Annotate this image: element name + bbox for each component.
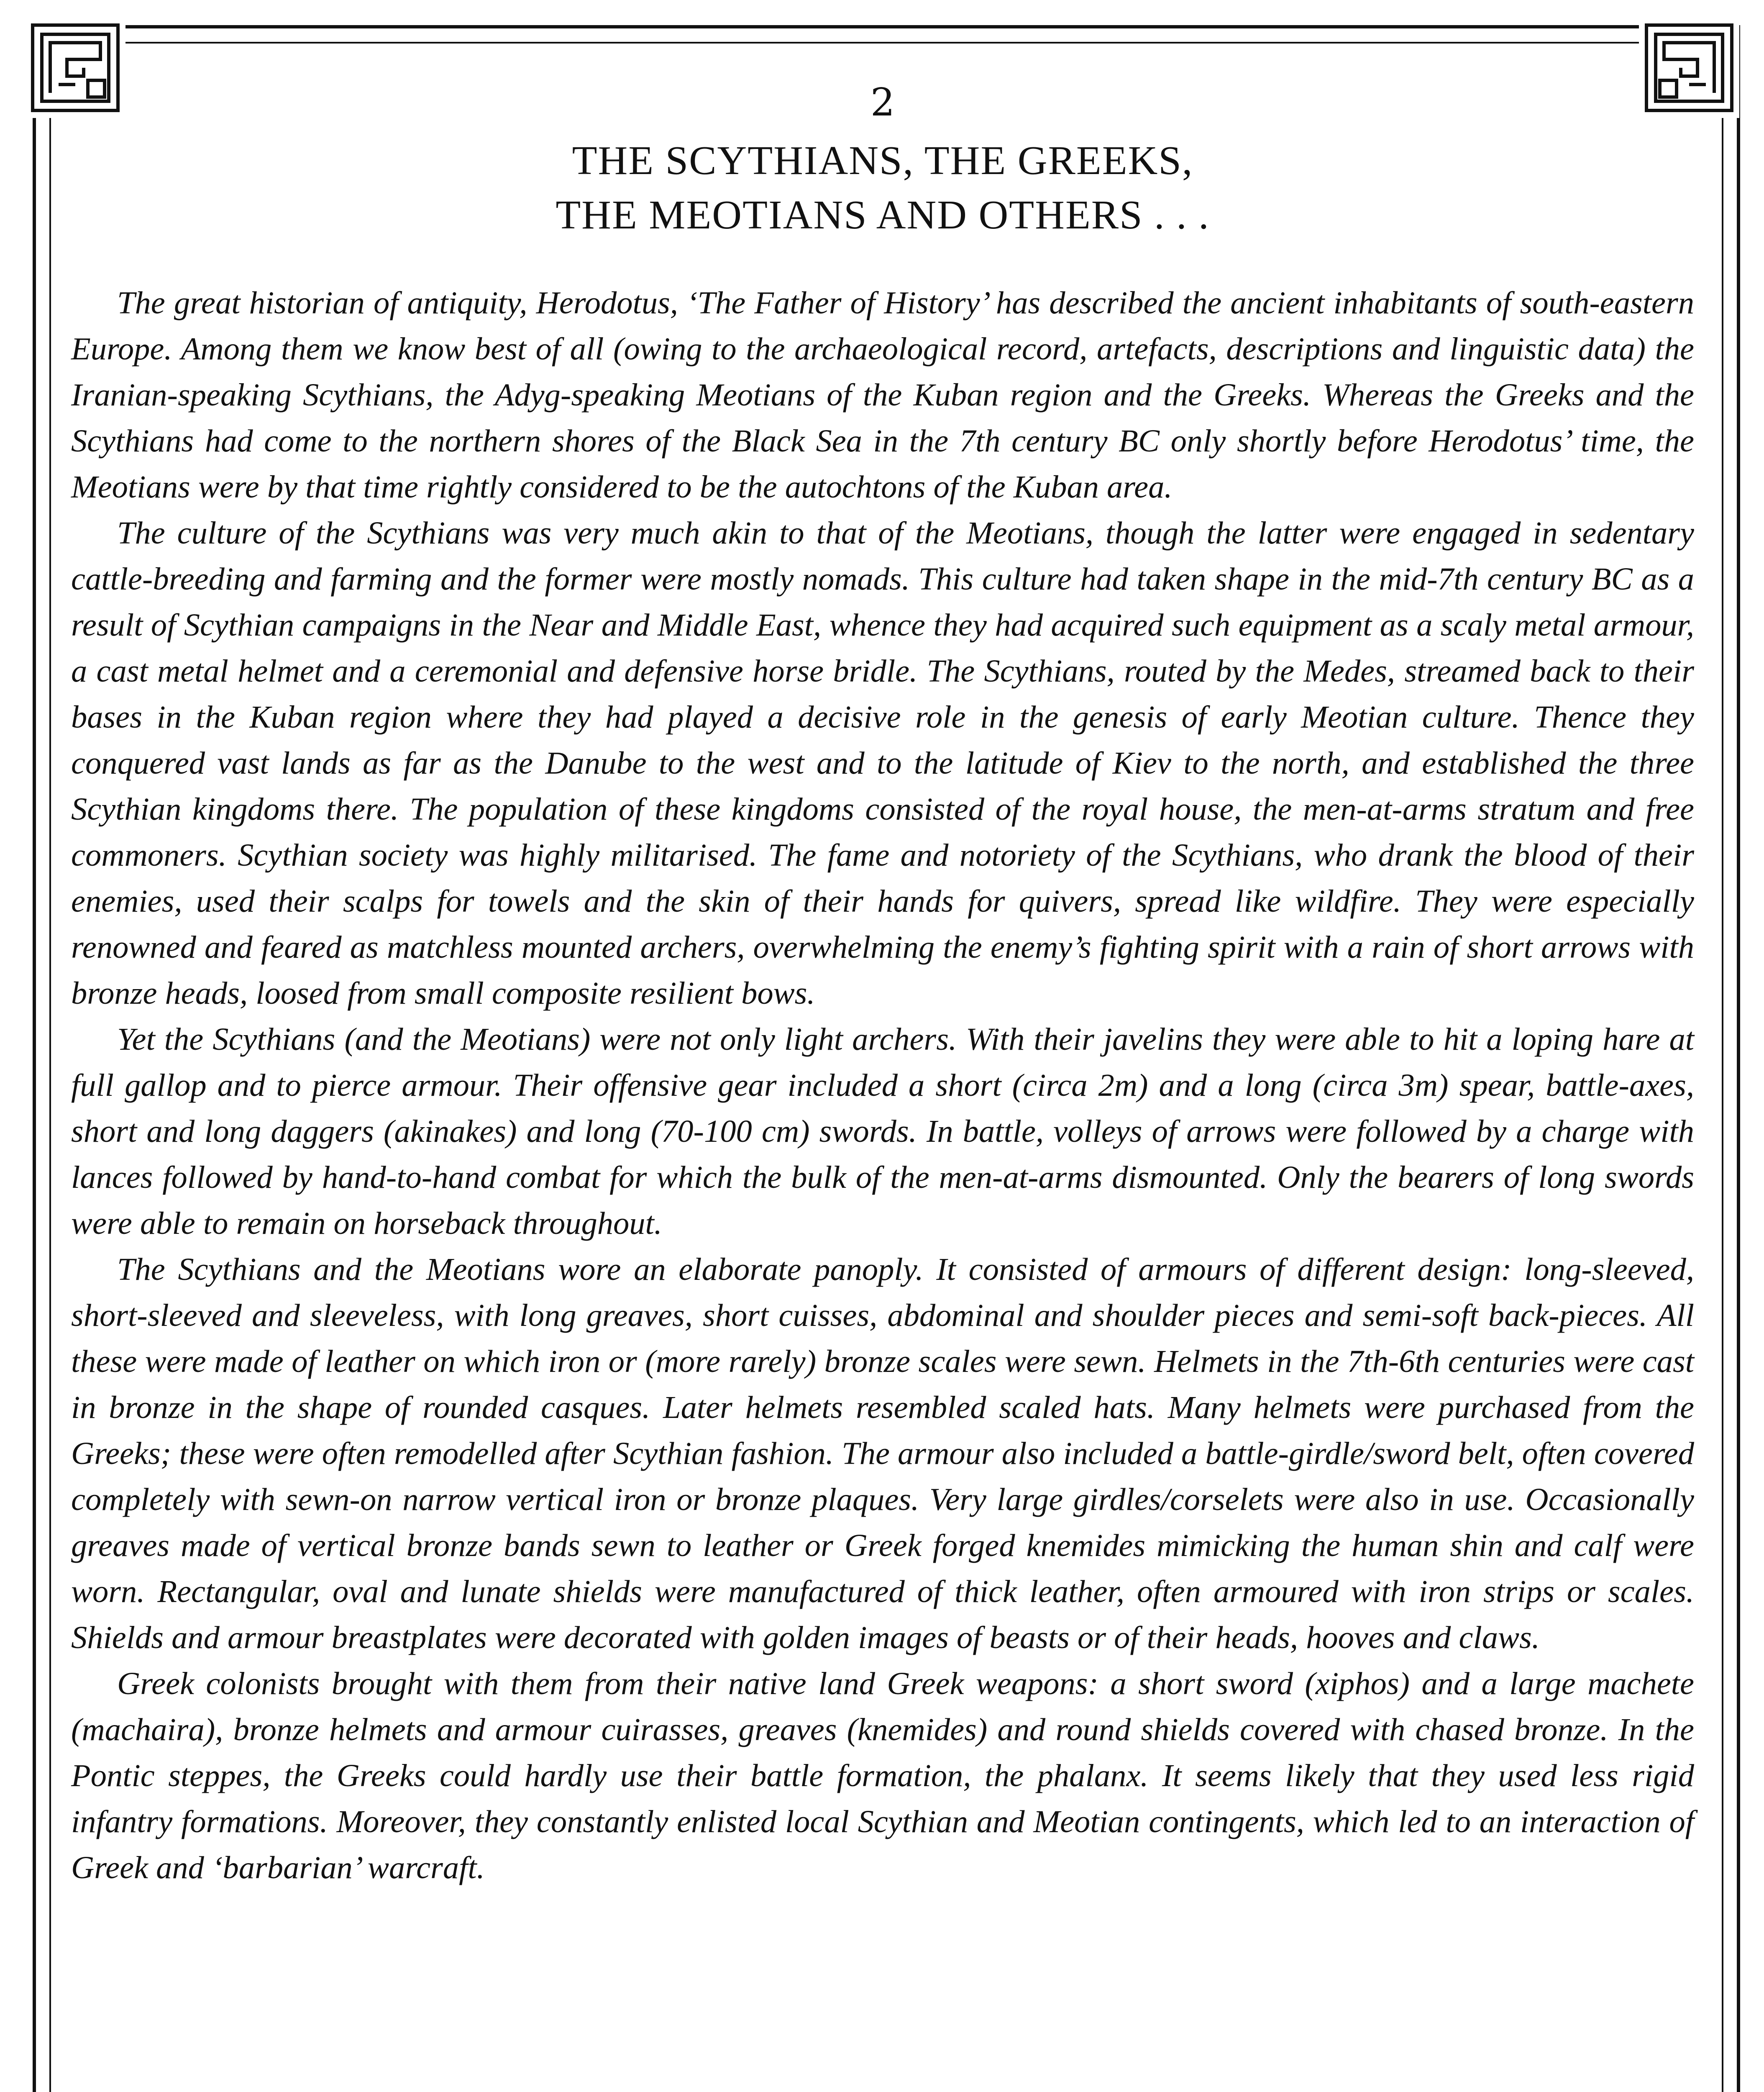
- page-content: [71, 71, 1694, 2092]
- chapter-title-line-2: THE MEOTIANS AND OTHERS . . .: [556, 192, 1210, 238]
- paragraph: Yet the Scythians (and the Meotians) were not only light archers. With their javelins they were able to hit a loping hare at full gallop and to pierce armour. Their offensive gear included a short (circa 2m) and a long (circa 3m) spear, battle-axes, short and long daggers (akinakes) and long (70-100 cm) swords. In battle, volleys of arrows were followed by a charge with lances followed by hand-to-hand combat for which the bulk of the men-at-arms dismounted. Only the bearers of long swords were able to remain on horseback throughout.: [71, 1021, 1694, 1241]
- paragraph: The Scythians and the Meotians wore an elaborate panoply. It consisted of armours of different design: long-sleeved, short-sleeved and sleeveless, with long greaves, short cuisses, abdominal and shoulder pieces and semi-soft back-pieces. All these were made of leather on which iron or (more rarely) bronze scales were sewn. Helmets in the 7th-6th centuries were cast in bronze in the shape of rounded casques. Later helmets resembled scaled hats. Many helmets were purchased from the Greeks; these were often remodelled after Scythian fashion. The armour also included a battle-girdle/sword belt, often covered completely with sewn-on narrow vertical iron or bronze plaques. Very large girdles/corselets were also in use. Occasionally greaves made of vertical bronze bands sewn to leather or Greek forged knemides mimicking the human shin and calf were worn. Rectangular, oval and lunate shields were manufactured of thick leather, often armoured with iron strips or scales. Shields and armour breastplates were decorated with golden images of beasts or of their heads, hooves and claws.: [71, 1251, 1694, 1656]
- paragraph: The great historian of antiquity, Herodotus, ‘The Father of History’ has described the ancient inhabitants of south-eastern Europe. Among them we know best of all (owing to the archaeological record, artefacts, descriptions and linguistic data) the Iranian-speaking Scythians, the Adyg-speaking Meotians of the Kuban region and the Greeks. Whereas the Greeks and the Scythians had come to the northern shores of the Black Sea in the 7th century BC only shortly before Herodotus’ time, the Meotians were by that time rightly considered to be the autochtons of the Kuban area.: [71, 285, 1694, 505]
- chapter-title: [71, 134, 1694, 242]
- paragraph: Greek colonists brought with them from their native land Greek weapons: a short sword (xiphos) and a large machete (machaira), bronze helmets and armour cuirasses, greaves (knemides) and round shields covered with chased bronze. In the Pontic steppes, the Greeks could hardly use their battle formation, the phalanx. It seems likely that they used less rigid infantry formations. Moreover, they constantly enlisted local Scythian and Meotian contingents, which led to an interaction of Greek and ‘barbarian’ warcraft.: [71, 1666, 1694, 1886]
- chapter-title-line-1: THE SCYTHIANS, THE GREEKS,: [572, 138, 1193, 184]
- chapter-number: 2: [870, 80, 895, 125]
- body-text: [71, 280, 1694, 1891]
- paragraph: The culture of the Scythians was very much akin to that of the Meotians, though the latter were engaged in sedentary cattle-breeding and farming and the former were mostly nomads. This culture had taken shape in the mid-7th century BC as a result of Scythian campaigns in the Near and Middle East, whence they had acquired such equipment as a scaly metal armour, a cast metal helmet and a ceremonial and defensive horse bridle. The Scythians, routed by the Medes, streamed back to their bases in the Kuban region where they had played a decisive role in the genesis of early Meotian culture. Thence they conquered vast lands as far as the Danube to the west and to the latitude of Kiev to the north, and established the three Scythian kingdoms there. The population of these kingdoms consisted of the royal house, the men-at-arms stratum and free commoners. Scythian society was highly militarised. The fame and notoriety of the Scythians, who drank the blood of their enemies, used their scalps for towels and the skin of their hands for quivers, spread like wildfire. They were especially renowned and feared as matchless mounted archers, overwhelming the enemy’s fighting spirit with a rain of short arrows with bronze heads, loosed from small composite resilient bows.: [71, 515, 1694, 1011]
